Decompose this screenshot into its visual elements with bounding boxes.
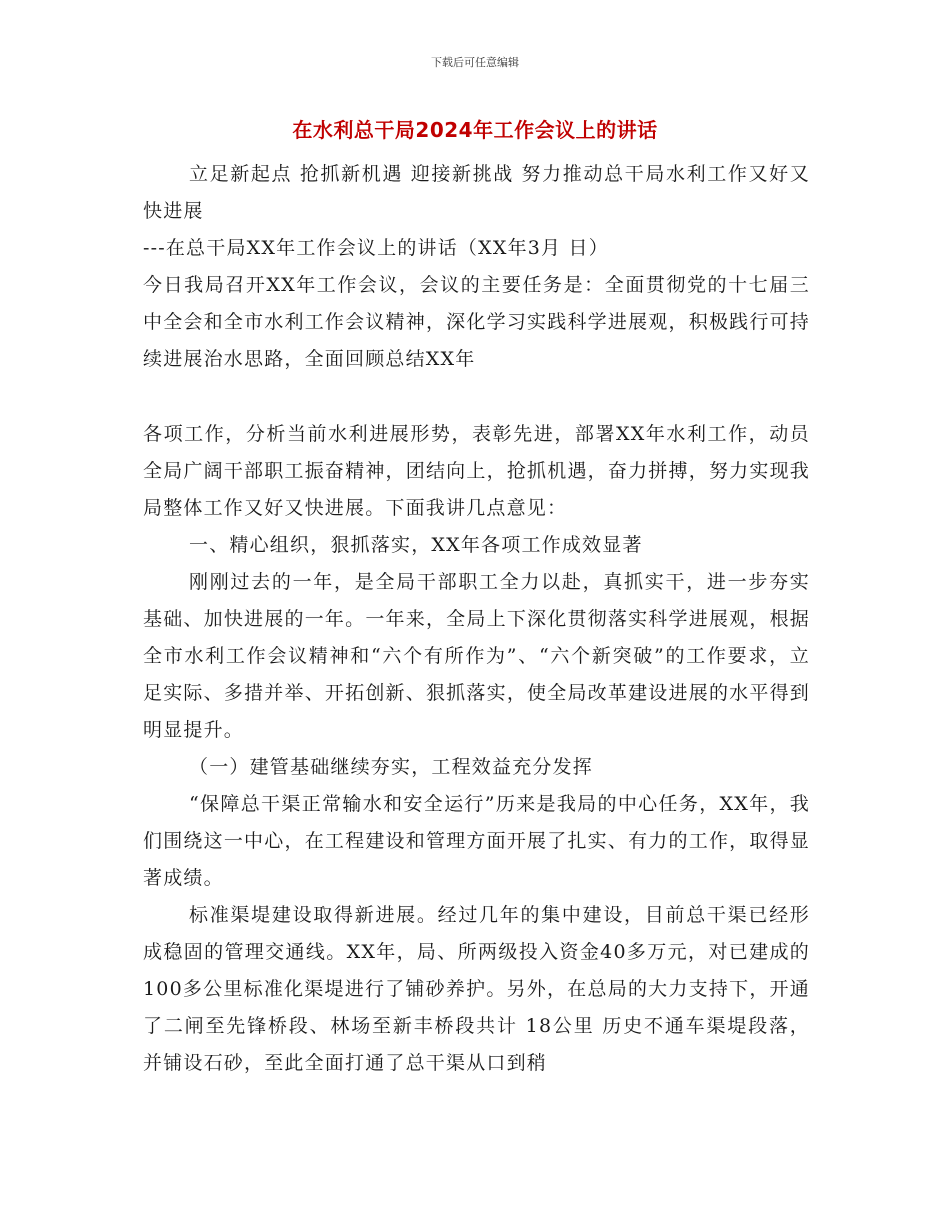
text-block-1 (143, 156, 810, 378)
continuation-paragraph: 各项工作，分析当前水利进展形势，表彰先进，部署XX年水利工作，动员全局广阔干部职工振奋精神，团结向上，抢抓机遇，奋力拼搏，努力实现我局整体工作又好又快进展。下面我讲几点意见： (143, 423, 810, 519)
subsection-heading-1: （一）建管基础继续夯实，工程效益充分发挥 (189, 756, 594, 778)
section-1-paragraph: 刚刚过去的一年，是全局干部职工全力以赴，真抓实干，进一步夯实基础、加快进展的一年。一年来，全局上下深化贯彻落实科学进展观，根据全市水利工作会议精神和“六个有所作为”、“六个新突破”的工作要求，立足实际、多措并举、开拓创新、狠抓落实，使全局改革建设进展的水平得到明显提升。 (143, 571, 810, 741)
document-title: 在水利总干局2024年工作会议上的讲话 (292, 118, 658, 142)
dateline: ---在总干局XX年工作会议上的讲话（XX年3月 日） (143, 237, 609, 259)
section-heading-1: 一、精心组织，狠抓落实，XX年各项工作成效显著 (189, 534, 643, 556)
text-block-2 (143, 416, 810, 1082)
subsection-1-paragraph: “保障总干渠正常输水和安全运行”历来是我局的中心任务，XX年，我们围绕这一中心，在工程建设和管理方面开展了扎实、有力的工作，取得显著成绩。 (143, 793, 810, 889)
header-note: 下载后可任意编辑 (431, 56, 519, 69)
subsection-1-paragraph-2: 标准渠堤建设取得新进展。经过几年的集中建设，目前总干渠已经形成稳固的管理交通线。XX年，局、所两级投入资金40多万元，对已建成的100多公里标准化渠堤进行了铺砂养护。另外，在总局的大力支持下，开通了二闸至先锋桥段、林场至新丰桥段共计 18公里 历史不通车渠堤段落，并铺设石砂，至此全面打通了总干渠从口到稍 (143, 904, 810, 1074)
subtitle: 立足新起点 抢抓新机遇 迎接新挑战 努力推动总干局水利工作又好又快进展 (143, 163, 810, 222)
intro-paragraph: 今日我局召开XX年工作会议，会议的主要任务是：全面贯彻党的十七届三中全会和全市水利工作会议精神，深化学习实践科学进展观，积极践行可持续进展治水思路，全面回顾总结XX年 (143, 274, 810, 370)
